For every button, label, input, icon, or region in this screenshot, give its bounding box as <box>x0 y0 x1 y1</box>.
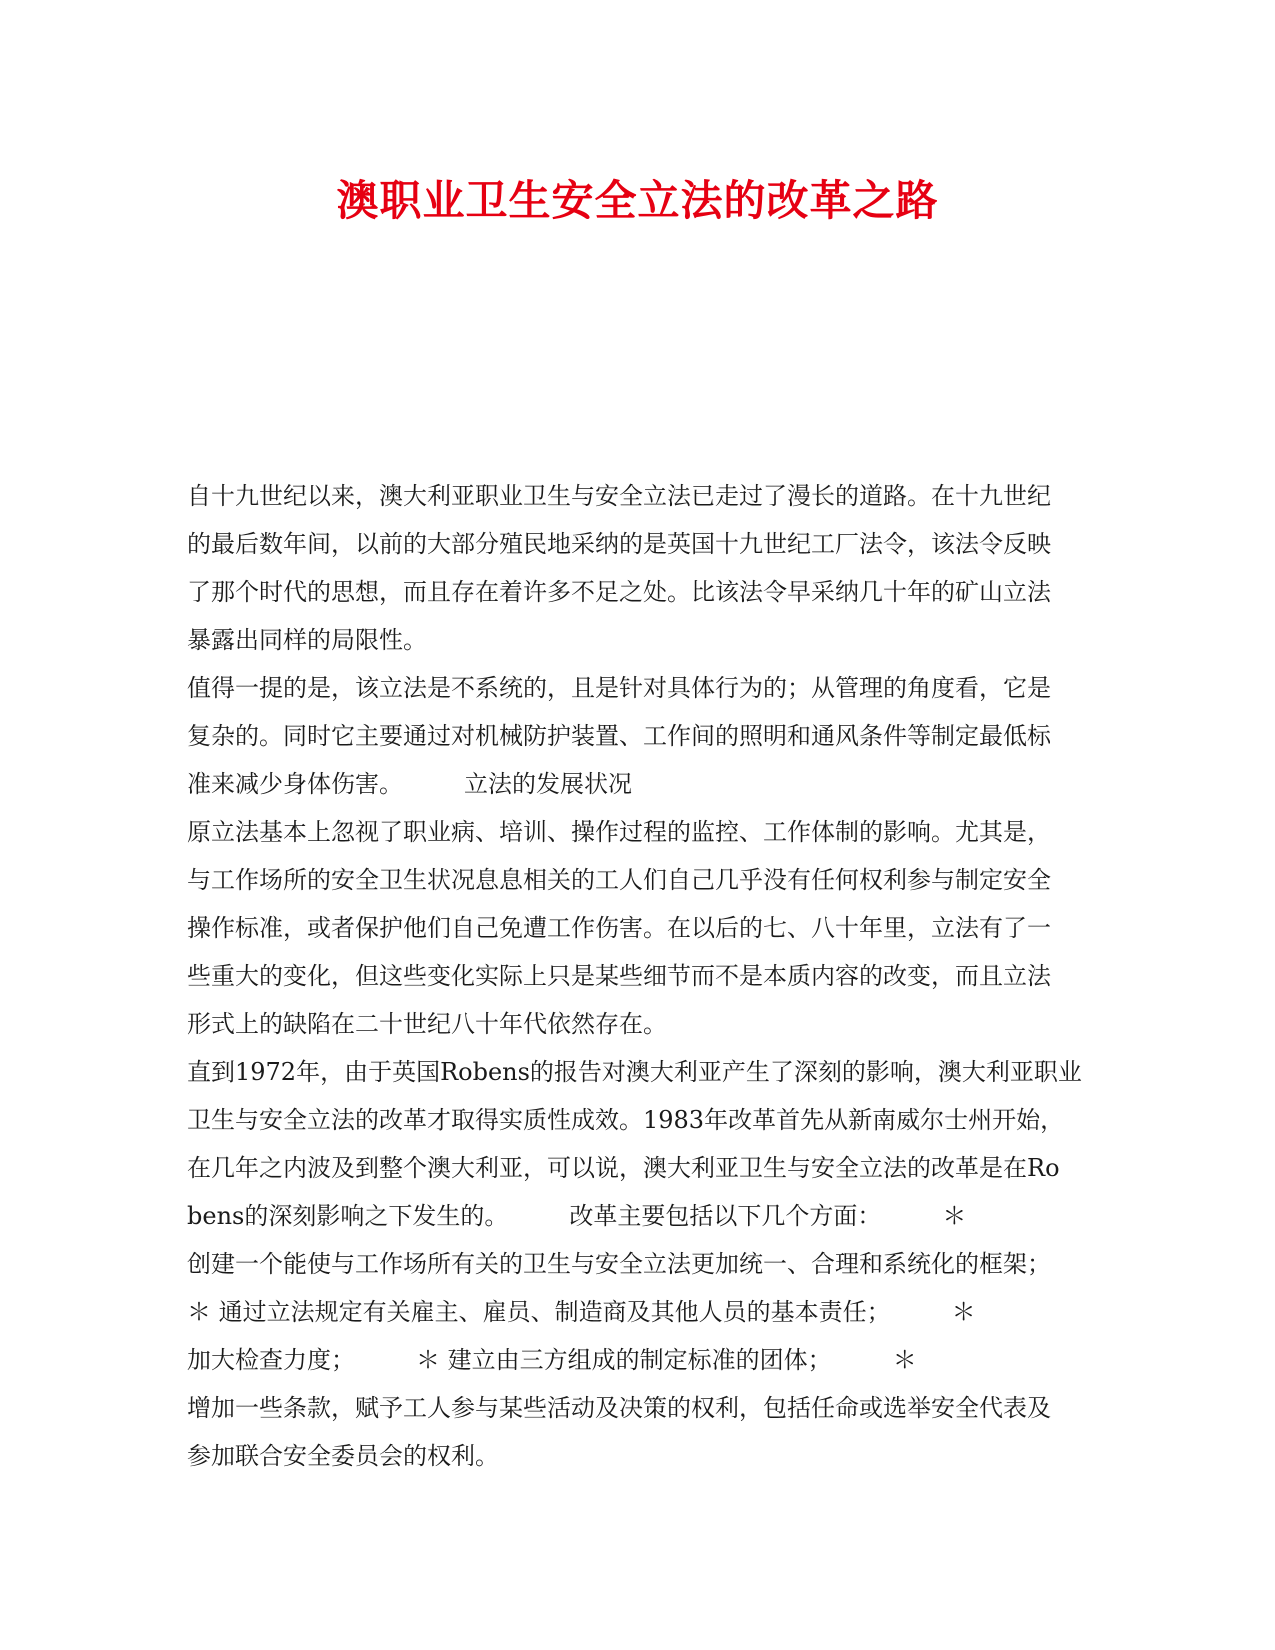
body-line: bens的深刻影响之下发生的。 改革主要包括以下几个方面： ＊ <box>187 1202 967 1230</box>
body-line: 增加一些条款，赋予工人参与某些活动及决策的权利，包括任命或选举安全代表及 <box>187 1394 1051 1422</box>
body-line: 原立法基本上忽视了职业病、培训、操作过程的监控、工作体制的影响。尤其是， <box>187 818 1051 846</box>
body-line: 准来减少身体伤害。 立法的发展状况 <box>187 770 633 798</box>
body-line: 操作标准，或者保护他们自己免遭工作伤害。在以后的七、八十年里，立法有了一 <box>187 914 1051 942</box>
document-title: 澳职业卫生安全立法的改革之路 <box>336 176 939 225</box>
body-line: 卫生与安全立法的改革才取得实质性成效。1983年改革首先从新南威尔士州开始， <box>187 1106 1065 1134</box>
body-line: 在几年之内波及到整个澳大利亚，可以说，澳大利亚卫生与安全立法的改革是在Ro <box>187 1154 1060 1182</box>
body-line: 些重大的变化，但这些变化实际上只是某些细节而不是本质内容的改变，而且立法 <box>187 962 1051 990</box>
body-line: 了那个时代的思想，而且存在着许多不足之处。比该法令早采纳几十年的矿山立法 <box>187 578 1051 606</box>
body-line: 暴露出同样的局限性。 <box>187 626 427 654</box>
body-line: ＊ 通过立法规定有关雇主、雇员、制造商及其他人员的基本责任； ＊ <box>187 1298 976 1326</box>
body-line: 与工作场所的安全卫生状况息息相关的工人们自己几乎没有任何权利参与制定安全 <box>187 866 1051 894</box>
body-line: 参加联合安全委员会的权利。 <box>187 1442 499 1470</box>
body-line: 自十九世纪以来，澳大利亚职业卫生与安全立法已走过了漫长的道路。在十九世纪 <box>187 482 1051 510</box>
body-line: 的最后数年间，以前的大部分殖民地采纳的是英国十九世纪工厂法令，该法令反映 <box>187 530 1051 558</box>
body-line: 加大检查力度； ＊ 建立由三方组成的制定标准的团体； ＊ <box>187 1346 917 1374</box>
body-line: 复杂的。同时它主要通过对机械防护装置、工作间的照明和通风条件等制定最低标 <box>187 722 1051 750</box>
body-line: 值得一提的是，该立法是不系统的，且是针对具体行为的；从管理的角度看，它是 <box>187 674 1051 702</box>
body-line: 直到1972年，由于英国Robens的报告对澳大利亚产生了深刻的影响，澳大利亚职业 <box>187 1058 1082 1086</box>
body-line: 创建一个能使与工作场所有关的卫生与安全立法更加统一、合理和系统化的框架； <box>187 1250 1051 1278</box>
document-body <box>187 472 1090 1480</box>
body-line: 形式上的缺陷在二十世纪八十年代依然存在。 <box>187 1010 667 1038</box>
